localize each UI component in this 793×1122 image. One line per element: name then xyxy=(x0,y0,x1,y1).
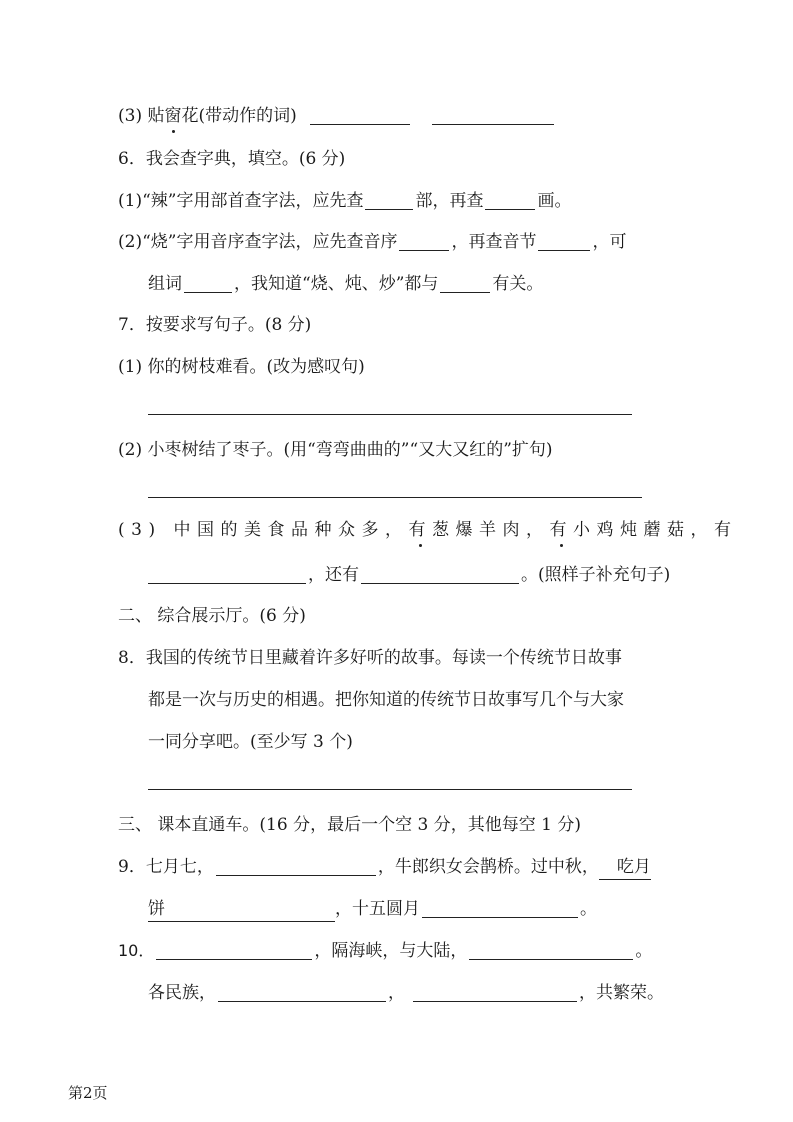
q6-line2 xyxy=(118,230,626,254)
q6-related-blank[interactable] xyxy=(440,274,490,293)
q10-line2 xyxy=(148,981,664,1005)
q7-item3-you-2: 有 xyxy=(549,520,573,540)
q10-line2-c: ，共繁荣。 xyxy=(579,983,664,1003)
q6-initial-blank[interactable] xyxy=(399,232,449,251)
q7-item2: (2) 小枣树结了枣子。(用“弯弯曲曲的”“又大又红的”扩句) xyxy=(118,440,553,460)
q7-title: 7．按要求写句子。(8 分) xyxy=(118,315,312,335)
q7-item3-line1 xyxy=(118,518,737,542)
q7-item2-answer-line[interactable] xyxy=(148,497,642,498)
q9-line1-b: ，牛郎织女会鹊桥。过中秋， xyxy=(377,857,599,877)
q7-item1-answer-line[interactable] xyxy=(148,414,632,415)
q9-blank-1[interactable] xyxy=(216,857,376,876)
q10-line1 xyxy=(118,939,652,963)
q6-line3-c: 有关。 xyxy=(492,274,544,294)
q7-item3-line2 xyxy=(148,563,670,587)
q5-item3-blank-2[interactable] xyxy=(432,106,554,125)
page-number: 第2页 xyxy=(68,1084,108,1102)
q10-line1-b: ，隔海峡，与大陆， xyxy=(314,941,468,961)
q6-line1-a: (1)“辣”字用部首查字法，应先查 xyxy=(118,191,364,211)
q10-blank-1[interactable] xyxy=(156,941,312,960)
q8-line3: 一同分享吧。(至少写 3 个) xyxy=(148,732,353,752)
q10-blank-2[interactable] xyxy=(469,941,633,960)
q5-item3-rest: 花(带动作的词) xyxy=(181,106,297,126)
q5-item3-num: (3) xyxy=(118,106,143,126)
q7-item3-line2-end: 。(照样子补充句子) xyxy=(521,565,671,585)
q10-line2-a: 各民族， xyxy=(148,983,216,1003)
q9-line2-b: ，十五圆月 xyxy=(335,899,420,919)
q8-line1: 8．我国的传统节日里藏着许多好听的故事。每读一个传统节日故事 xyxy=(118,648,622,668)
q10-num: 10． xyxy=(118,941,155,960)
q6-title: 6．我会查字典，填空。(6 分) xyxy=(118,149,346,169)
q8-answer-line[interactable] xyxy=(148,789,632,790)
q6-word-blank[interactable] xyxy=(184,274,232,293)
q7-item3-pre: (3) 中国的美食品种众多， xyxy=(118,520,409,540)
q7-item3-you-1: 有 xyxy=(408,520,432,540)
q6-strokes-blank[interactable] xyxy=(485,191,535,210)
q9-line2-c: 。 xyxy=(580,899,597,919)
q7-item3-blank-1[interactable] xyxy=(148,565,306,584)
q10-blank-4[interactable] xyxy=(413,983,577,1002)
q6-line2-b: ，再查音节 xyxy=(451,232,537,252)
q9-filled-a-text: 吃月 xyxy=(616,857,651,877)
q9-filled-answer-b xyxy=(148,897,335,922)
q5-item3-blank-1[interactable] xyxy=(310,106,410,125)
q7-item3-mid-2: 小鸡炖蘑菇，有 xyxy=(572,520,738,540)
q9-filled-b-text: 饼 xyxy=(148,899,165,919)
q10-line2-b: ， xyxy=(388,983,405,1003)
q7-item1: (1) 你的树枝难看。(改为感叹句) xyxy=(118,357,365,377)
q6-line2-a: (2)“烧”字用音序查字法，应先查音序 xyxy=(118,232,398,252)
q6-line1-c: 画。 xyxy=(537,191,572,211)
q9-blank-2[interactable] xyxy=(422,899,578,918)
q6-syllable-blank[interactable] xyxy=(538,232,590,251)
q6-line2-c: ，可 xyxy=(592,232,627,252)
section3-title: 三、 课本直通车。(16 分，最后一个空 3 分，其他每空 1 分) xyxy=(118,815,581,835)
q6-radical-blank[interactable] xyxy=(365,191,413,210)
q10-blank-3[interactable] xyxy=(218,983,386,1002)
q6-line3-b: ，我知道“烧、炖、炒”都与 xyxy=(234,274,439,294)
q6-line3 xyxy=(148,272,543,296)
q8-line2: 都是一次与历史的相遇。把你知道的传统节日故事写几个与大家 xyxy=(148,690,624,710)
section2-title: 二、 综合展示厅。(6 分) xyxy=(118,606,306,626)
q6-line1-b: 部，再查 xyxy=(415,191,484,211)
q9-line1-a: 9．七月七， xyxy=(118,857,214,877)
q5-item3-char-b: 窗 xyxy=(164,106,182,126)
q6-line3-a: 组词 xyxy=(148,274,182,294)
q9-line2 xyxy=(148,897,597,922)
q5-item3 xyxy=(118,104,556,128)
q9-filled-answer-a xyxy=(599,855,651,880)
q7-item3-line2-mid: ，还有 xyxy=(308,565,359,585)
q9-line1 xyxy=(118,855,651,880)
q6-line1 xyxy=(118,189,571,213)
q7-item3-mid-1: 葱爆羊肉， xyxy=(431,520,550,540)
q5-item3-char-a: 贴 xyxy=(147,106,165,126)
q10-line1-c: 。 xyxy=(635,941,653,961)
q7-item3-blank-2[interactable] xyxy=(361,565,519,584)
